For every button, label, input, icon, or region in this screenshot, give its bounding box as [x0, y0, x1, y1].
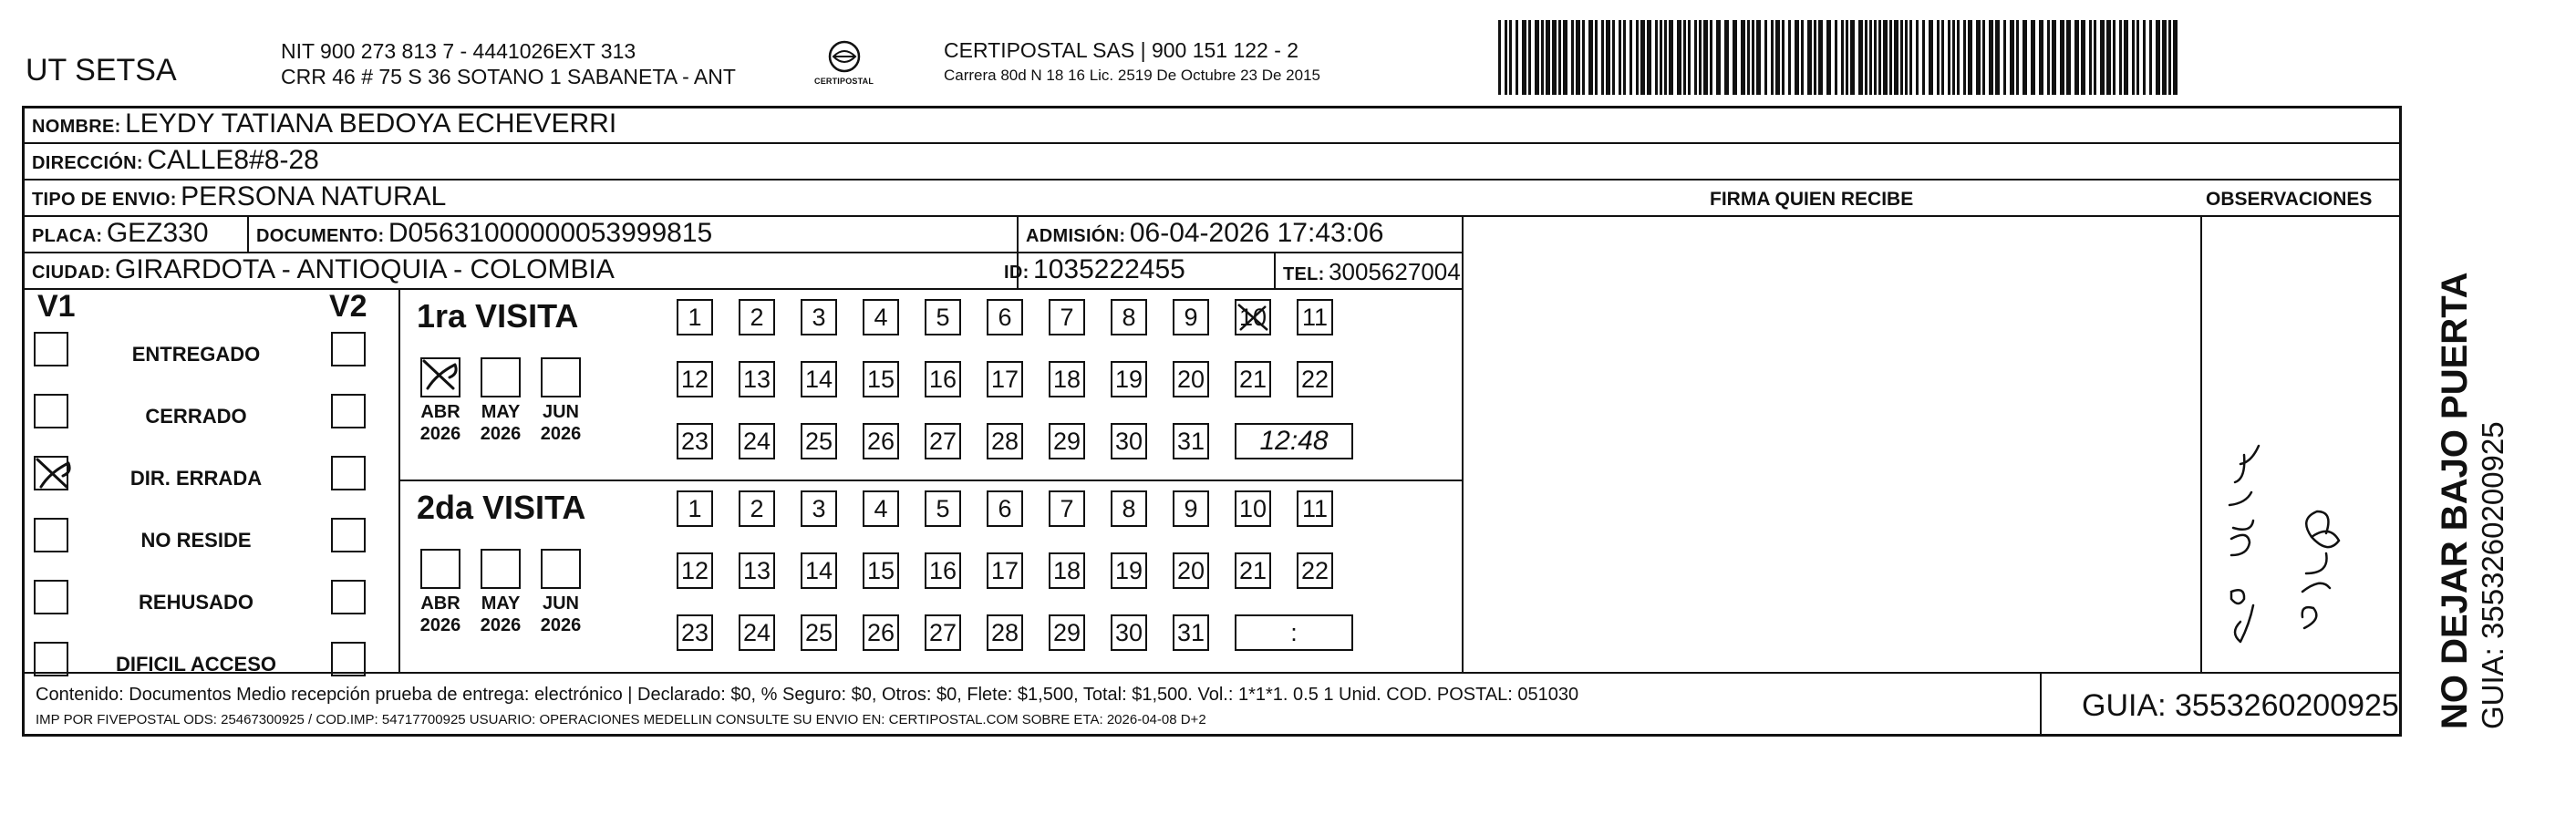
status-label: CERRADO — [145, 405, 247, 428]
day-box[interactable]: 5 — [925, 490, 961, 527]
day-box[interactable]: 6 — [987, 299, 1023, 335]
v1-checkbox[interactable] — [34, 518, 68, 552]
month-year: 2026 — [480, 424, 522, 444]
month-year: 2026 — [480, 615, 522, 635]
day-box[interactable]: 29 — [1049, 423, 1085, 459]
day-box[interactable]: 19 — [1111, 552, 1147, 589]
certipostal-license: Carrera 80d N 18 16 Lic. 2519 De Octubre 23 De 2015 — [944, 67, 1320, 84]
day-box[interactable]: 21 — [1235, 552, 1271, 589]
status-label: NO RESIDE — [140, 529, 252, 552]
month-year: 2026 — [419, 424, 461, 444]
visit-title: 2da VISITA — [417, 489, 586, 526]
day-box[interactable]: 4 — [863, 490, 899, 527]
month-label — [413, 401, 468, 445]
placa-label: PLACA: — [32, 226, 103, 246]
day-box[interactable]: 12 — [677, 552, 713, 589]
nombre-row — [32, 108, 616, 139]
side-guia: GUIA: 3553260200925 — [2476, 421, 2509, 729]
tipo-envio-label: TIPO DE ENVIO: — [32, 190, 177, 210]
day-box[interactable]: 16 — [925, 552, 961, 589]
v1-checkbox[interactable] — [34, 332, 68, 366]
day-box[interactable]: 27 — [925, 423, 961, 459]
day-box[interactable]: 24 — [739, 423, 775, 459]
v1-checkbox[interactable] — [34, 642, 68, 676]
month-year: 2026 — [540, 615, 582, 635]
day-box[interactable]: 25 — [801, 614, 837, 651]
certipostal-info — [944, 38, 1320, 85]
company-address: CRR 46 # 75 S 36 SOTANO 1 SABANETA - ANT — [281, 65, 736, 88]
month-label — [533, 593, 588, 636]
placa-value: GEZ330 — [106, 218, 209, 248]
v2-checkbox[interactable] — [331, 332, 366, 366]
day-box[interactable]: 29 — [1049, 614, 1085, 651]
tel-value: 3005627004 — [1329, 258, 1461, 285]
day-box[interactable]: 21 — [1235, 361, 1271, 397]
day-box[interactable]: 13 — [739, 552, 775, 589]
v1-checkbox[interactable] — [34, 456, 68, 490]
company-nit-block — [281, 38, 736, 89]
v1-checkbox[interactable] — [34, 580, 68, 614]
footer-imp: IMP POR FIVEPOSTAL ODS: 25467300925 / COD.IMP: 54717700925 USUARIO: OPERACIONES MEDELLIN CONSULTE SU ENVIO EN: CERTIPOSTAL.COM SOBRE ETA: 2026-04-08 D+2 — [36, 712, 1206, 727]
month-label — [473, 401, 528, 445]
month-checkbox[interactable] — [420, 357, 460, 397]
day-box[interactable]: 30 — [1111, 423, 1147, 459]
v2-checkbox[interactable] — [331, 642, 366, 676]
day-box[interactable]: 23 — [677, 423, 713, 459]
day-box[interactable]: 16 — [925, 361, 961, 397]
day-box[interactable]: 27 — [925, 614, 961, 651]
month-name: ABR — [420, 402, 460, 422]
side-vertical-text — [2435, 272, 2510, 729]
day-box[interactable]: 3 — [801, 299, 837, 335]
v2-checkbox[interactable] — [331, 580, 366, 614]
v2-checkbox[interactable] — [331, 456, 366, 490]
day-box[interactable]: 1 — [677, 299, 713, 335]
month-name: JUN — [542, 402, 579, 422]
day-box[interactable]: 11 — [1297, 490, 1333, 527]
admision-label: ADMISIÓN: — [1026, 226, 1126, 246]
day-box[interactable]: 6 — [987, 490, 1023, 527]
tipo-envio-row — [32, 181, 446, 212]
tel-field — [1283, 258, 1461, 286]
day-box[interactable]: 28 — [987, 614, 1023, 651]
month-checkbox[interactable] — [420, 549, 460, 589]
ciudad-row — [32, 254, 615, 285]
month-label — [413, 593, 468, 636]
documento-label: DOCUMENTO: — [256, 226, 385, 246]
admision-field — [1026, 218, 1383, 249]
month-year: 2026 — [540, 424, 582, 444]
placa-row — [32, 218, 209, 249]
day-box[interactable]: 7 — [1049, 299, 1085, 335]
month-name: MAY — [481, 593, 521, 614]
day-box[interactable]: 15 — [863, 552, 899, 589]
handwriting-icon — [2204, 327, 2395, 665]
day-box[interactable]: 10 — [1235, 299, 1271, 335]
month-name: JUN — [542, 593, 579, 614]
day-box[interactable]: 11 — [1297, 299, 1333, 335]
day-box[interactable]: 14 — [801, 552, 837, 589]
day-box[interactable]: 15 — [863, 361, 899, 397]
day-box[interactable]: 18 — [1049, 552, 1085, 589]
certipostal-logo — [816, 38, 873, 91]
day-box[interactable]: 17 — [987, 361, 1023, 397]
month-name: ABR — [420, 593, 460, 614]
nombre-value: LEYDY TATIANA BEDOYA ECHEVERRI — [125, 108, 617, 139]
tel-label: TEL: — [1283, 264, 1325, 284]
day-box[interactable]: 8 — [1111, 490, 1147, 527]
side-warning: NO DEJAR BAJO PUERTA — [2435, 272, 2475, 729]
day-box[interactable]: 9 — [1173, 490, 1209, 527]
day-box[interactable]: 2 — [739, 299, 775, 335]
day-box[interactable]: 14 — [801, 361, 837, 397]
day-box[interactable]: 24 — [739, 614, 775, 651]
day-box[interactable]: 22 — [1297, 552, 1333, 589]
month-name: MAY — [481, 402, 521, 422]
documento-value: D05631000000053999815 — [388, 218, 713, 248]
month-checkbox[interactable] — [541, 549, 581, 589]
month-checkbox[interactable] — [481, 549, 521, 589]
day-box[interactable]: 17 — [987, 552, 1023, 589]
month-checkbox[interactable] — [541, 357, 581, 397]
observaciones-handwriting — [2204, 327, 2395, 665]
logo-text: CERTIPOSTAL — [814, 77, 874, 86]
day-box[interactable]: 30 — [1111, 614, 1147, 651]
day-box[interactable]: 25 — [801, 423, 837, 459]
footer-contenido: Contenido: Documentos Medio recepción prueba de entrega: electrónico | Declarado: $0, % Seguro: $0, Otros: $0, Flete: $1,500, Total: $1,500. Vol.: 1*1*1. 0.5 1 Unid. COD. POSTAL: 051030 — [36, 685, 1579, 705]
day-box[interactable]: 20 — [1173, 361, 1209, 397]
day-box[interactable]: 22 — [1297, 361, 1333, 397]
day-box[interactable]: 10 — [1235, 490, 1271, 527]
v2-checkbox[interactable] — [331, 518, 366, 552]
ciudad-value: GIRARDOTA - ANTIOQUIA - COLOMBIA — [115, 254, 615, 284]
observaciones-label: OBSERVACIONES — [2206, 189, 2373, 210]
v2-checkbox[interactable] — [331, 394, 366, 428]
month-label — [473, 593, 528, 636]
barcode-icon — [1498, 20, 2178, 95]
firma-label: FIRMA QUIEN RECIBE — [1710, 189, 1914, 210]
company-name: UT SETSA — [26, 53, 177, 88]
month-checkbox[interactable] — [481, 357, 521, 397]
day-box[interactable]: 1 — [677, 490, 713, 527]
day-box[interactable]: 26 — [863, 614, 899, 651]
admision-value: 06-04-2026 17:43:06 — [1129, 218, 1384, 248]
day-box[interactable]: 13 — [739, 361, 775, 397]
day-box[interactable]: 20 — [1173, 552, 1209, 589]
day-box[interactable]: 26 — [863, 423, 899, 459]
day-box[interactable]: 8 — [1111, 299, 1147, 335]
status-label: ENTREGADO — [131, 343, 261, 366]
day-box[interactable]: 31 — [1173, 423, 1209, 459]
day-box[interactable]: 31 — [1173, 614, 1209, 651]
status-label: DIFICIL ACCESO — [115, 653, 276, 676]
time-box[interactable]: : — [1235, 614, 1353, 651]
day-box[interactable]: 3 — [801, 490, 837, 527]
status-label: REHUSADO — [139, 591, 253, 614]
v2-label: V2 — [329, 289, 367, 324]
tipo-envio-value: PERSONA NATURAL — [181, 181, 447, 211]
direccion-value: CALLE8#8-28 — [147, 145, 319, 175]
v1-checkbox[interactable] — [34, 394, 68, 428]
month-label — [533, 401, 588, 445]
id-value: 1035222455 — [1033, 254, 1185, 284]
day-box[interactable]: 23 — [677, 614, 713, 651]
v1-label: V1 — [37, 289, 76, 324]
day-box[interactable]: 5 — [925, 299, 961, 335]
footer-guia: GUIA: 3553260200925 — [2082, 688, 2399, 723]
certipostal-nit: CERTIPOSTAL SAS | 900 151 122 - 2 — [944, 38, 1299, 62]
documento-field — [256, 218, 712, 249]
id-label: ID: — [1004, 263, 1029, 283]
direccion-label: DIRECCIÓN: — [32, 153, 143, 173]
status-label: DIR. ERRADA — [129, 467, 263, 490]
day-box[interactable]: 4 — [863, 299, 899, 335]
day-box[interactable]: 9 — [1173, 299, 1209, 335]
day-box[interactable]: 19 — [1111, 361, 1147, 397]
company-nit: NIT 900 273 813 7 - 4441026EXT 313 — [281, 39, 636, 63]
ciudad-label: CIUDAD: — [32, 263, 111, 283]
nombre-label: NOMBRE: — [32, 117, 121, 137]
day-box[interactable]: 12 — [677, 361, 713, 397]
day-box[interactable]: 18 — [1049, 361, 1085, 397]
delivery-form — [22, 106, 2402, 737]
id-field — [1004, 254, 1185, 285]
time-box[interactable]: 12:48 — [1235, 423, 1353, 459]
day-box[interactable]: 28 — [987, 423, 1023, 459]
day-box[interactable]: 7 — [1049, 490, 1085, 527]
visit-title: 1ra VISITA — [417, 297, 579, 335]
day-box[interactable]: 2 — [739, 490, 775, 527]
month-year: 2026 — [419, 615, 461, 635]
direccion-row — [32, 145, 319, 176]
